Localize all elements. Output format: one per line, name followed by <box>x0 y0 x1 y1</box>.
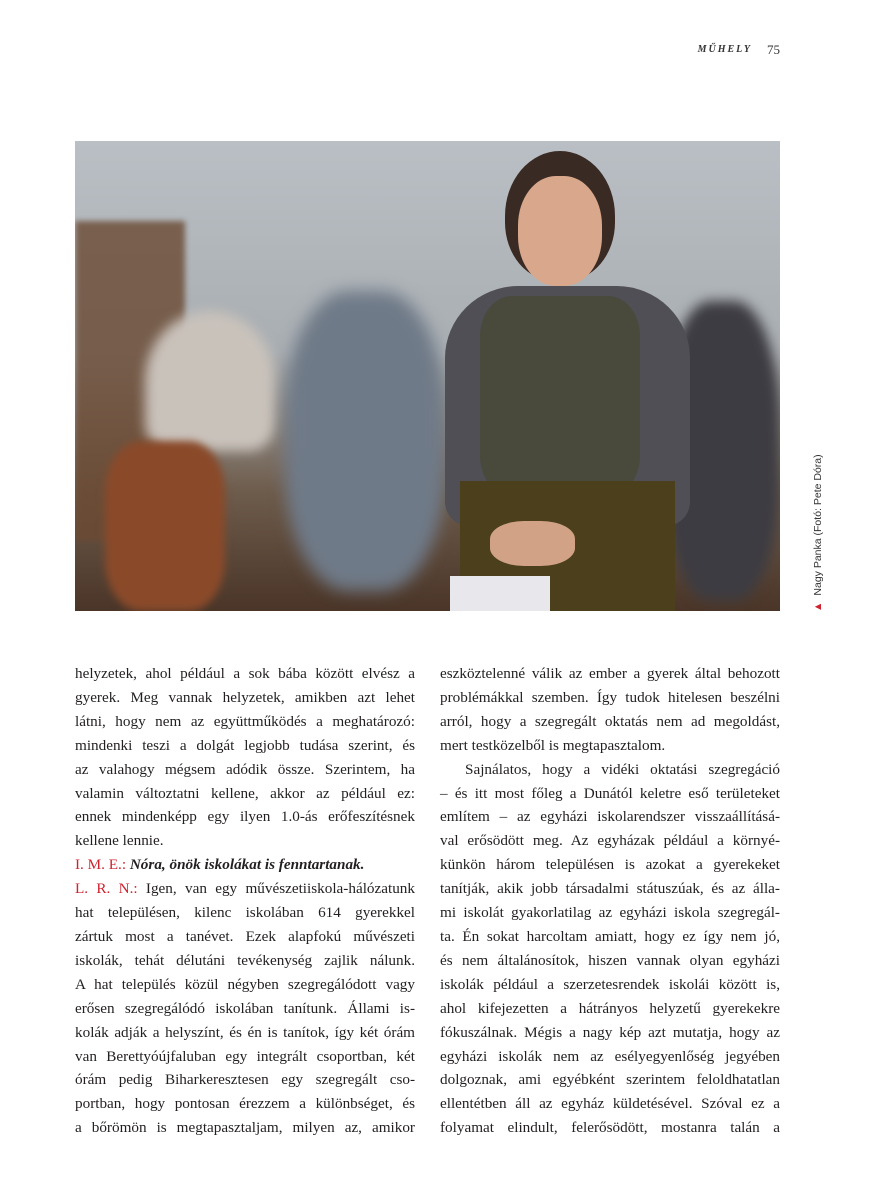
line-text: és nem általánosítok, hiszen vannak olyan egyházi <box>440 951 780 969</box>
text-line <box>75 1068 415 1092</box>
article-column-right <box>440 662 780 1140</box>
text-line <box>75 782 415 806</box>
line-text: tanítják, akik jobb társadalmi státuszúak, és az álla- <box>440 880 780 898</box>
text-line <box>75 949 415 973</box>
line-text: ahol kifejezetten a hátrányos helyzetű gyerekekre <box>440 999 780 1017</box>
line-text: gyerek. Meg vannak helyzetek, amikben azt lehet <box>75 688 415 706</box>
line-text: említem – az egyházi iskolarendszer visszaállításá- <box>440 808 780 826</box>
photo-blurred-audience <box>285 291 445 591</box>
text-line <box>440 782 780 806</box>
line-text: ennek mindenképp egy ilyen 1.0-ás erőfeszítésnek <box>75 808 415 826</box>
text-line <box>440 1116 780 1140</box>
line-text: kellene lennie. <box>75 832 164 850</box>
line-text: helyzetek, ahol például a sok bába között elvész a <box>75 665 415 682</box>
line-text: látni, hogy nem az együttműködés a meghatározó: <box>75 712 415 730</box>
photo-blurred-audience <box>145 311 275 451</box>
line-text: arról, hogy a szegregált oktatás nem ad megoldást, <box>440 712 780 730</box>
line-text: künkön három településen is azokat a gyerekeket <box>440 856 780 874</box>
text-line <box>440 734 780 758</box>
text-line <box>440 925 780 949</box>
line-text: iskolák, tehát délutáni tevékenység zajlik nálunk. <box>75 951 415 969</box>
line-text: portban, hogy pontosan érezzem a különbséget, és <box>75 1095 415 1113</box>
line-text: problémákkal szemben. Így tudok hitelesen beszélni <box>440 688 780 706</box>
running-head-section: MŰHELY <box>697 44 752 55</box>
text-line <box>440 662 780 686</box>
text-line <box>75 997 415 1021</box>
line-text: mindenki teszi a dolgát legjobb tudása szerint, és <box>75 736 415 754</box>
text-line <box>75 973 415 997</box>
text-line <box>440 973 780 997</box>
line-text: – és itt most főleg a Dunától keletre eső területeket <box>440 784 780 802</box>
line-text: egyházi iskolák nem az esélyegyenlőség jegyében <box>440 1047 780 1065</box>
line-text: A hat település közül négyben szegregálódott vagy <box>75 975 415 993</box>
text-line <box>75 925 415 949</box>
text-line <box>75 686 415 710</box>
line-text: Igen, van egy művészetiiskola-hálózatunk <box>145 880 415 898</box>
line-text: Sajnálatos, hogy a vidéki oktatási szegregáció <box>465 760 780 778</box>
photo-subject-face <box>518 176 602 286</box>
line-text: valamin változtatni kellene, akkor az például ez: <box>75 784 415 802</box>
text-line <box>75 1021 415 1045</box>
text-line <box>75 1116 415 1140</box>
photo-paper <box>450 576 550 611</box>
speaker-label: L. R. N.: <box>75 880 138 898</box>
text-line <box>75 805 415 829</box>
speaker-label: I. M. E.: <box>75 856 127 874</box>
page-number: 75 <box>767 42 780 57</box>
line-text: mert testközelből is megtapasztalom. <box>440 736 666 754</box>
text-line <box>440 805 780 829</box>
line-text: órám pedig Biharkeresztesen egy szegregált cso- <box>75 1071 415 1089</box>
article-photo <box>75 141 780 611</box>
text-line <box>440 710 780 734</box>
line-text: kolák adják a helyszínt, és én is tanítok, így két órám <box>75 1023 415 1041</box>
text-line <box>440 686 780 710</box>
text-line <box>440 1092 780 1116</box>
line-text: folyamat elindult, felerősödött, mostanra talán a <box>440 1119 780 1137</box>
line-text: ta. Én sokat harcoltam amiatt, hogy ez így nem jó, <box>440 927 780 945</box>
text-line <box>75 901 415 925</box>
text-line <box>440 997 780 1021</box>
text-line <box>440 1045 780 1069</box>
line-text: mi iskolát gyakorlatilag az egyházi iskola szegregál- <box>440 904 780 922</box>
text-line <box>75 853 415 877</box>
photo-subject-hands <box>490 521 575 566</box>
text-line <box>440 877 780 901</box>
line-text: val erősödött meg. Az egyházak például a környé- <box>440 832 780 850</box>
text-line <box>440 853 780 877</box>
line-text: az valahogy mégsem adódik össze. Szerintem, ha <box>75 760 415 778</box>
line-text: dolgoznak, ami egyébként szerintem feloldhatatlan <box>440 1071 780 1089</box>
line-text: ellentétben áll az egyház küldetésével. Szóval ez a <box>440 1095 780 1113</box>
interview-question: Nóra, önök iskolákat is fenntartanak. <box>129 856 365 874</box>
text-line <box>75 662 415 686</box>
photo-subject-top <box>480 296 640 496</box>
text-line <box>75 829 415 853</box>
photo-caption-text: Nagy Panka (Fotó: Pete Dóra) <box>812 454 824 596</box>
article-column-left <box>75 662 415 1140</box>
line-text: eszköztelenné válik az ember a gyerek által behozott <box>440 665 780 682</box>
text-line <box>440 949 780 973</box>
text-line <box>75 758 415 782</box>
text-line <box>75 1045 415 1069</box>
photo-caption <box>812 454 824 612</box>
text-line <box>75 1092 415 1116</box>
text-line <box>75 877 415 901</box>
line-text: iskolák például a szerzetesrendek iskolái között is, <box>440 975 780 993</box>
triangle-up-icon: ▲ <box>812 601 824 612</box>
text-line <box>75 734 415 758</box>
text-line <box>440 1021 780 1045</box>
line-text: hat településen, kilenc iskolában 614 gyerekkel <box>75 904 415 922</box>
line-text: fókuszálnak. Mégis a nagy kép azt mutatja, hogy az <box>440 1023 780 1041</box>
text-line <box>440 758 780 782</box>
text-line <box>440 901 780 925</box>
line-text: van Berettyóújfaluban egy integrált csoportban, két <box>75 1047 415 1065</box>
line-text: a bőrömön is megtapasztaljam, milyen az, amikor <box>75 1119 415 1137</box>
text-line <box>440 829 780 853</box>
text-line <box>440 1068 780 1092</box>
text-line <box>75 710 415 734</box>
photo-chair <box>105 441 225 611</box>
line-text: erősen szegregálódó iskolában tanítunk. Állami is- <box>75 999 415 1017</box>
line-text: zártuk most a tanévet. Ezek alapfokú művészeti <box>75 927 415 945</box>
